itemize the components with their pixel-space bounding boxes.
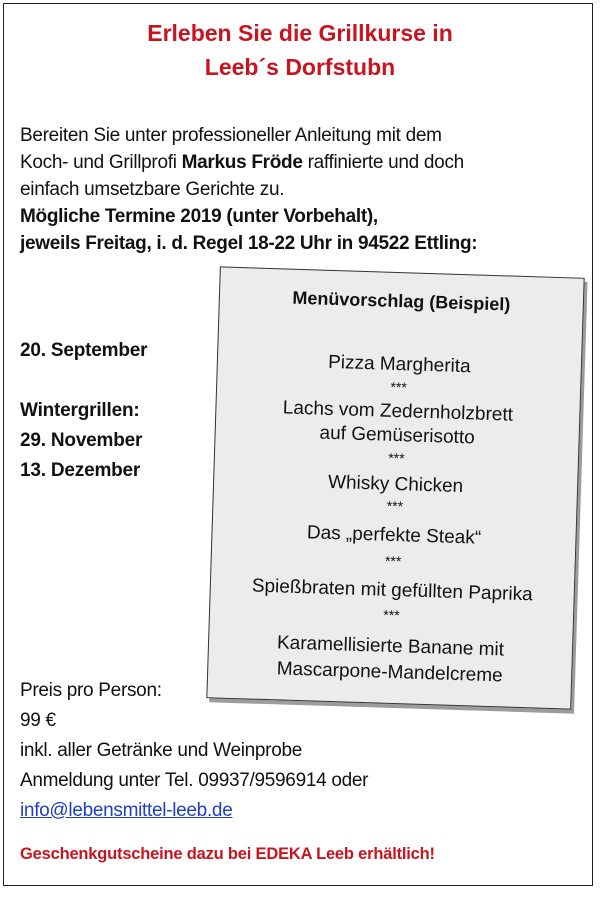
menu-item-salmon-line1: Lachs vom Zedernholzbrett (282, 397, 514, 426)
date-december: 13. Dezember (20, 460, 141, 481)
gift-voucher-note: Geschenkgutscheine dazu bei EDEKA Leeb erhältlich! (20, 845, 435, 863)
dates-subheading: jeweils Freitag, i. d. Regel 18-22 Uhr in 94522 Ettling: (20, 233, 478, 254)
menu-item-pizza: Pizza Margherita (327, 351, 471, 378)
menu-heading: Menüvorschlag (Beispiel) (292, 287, 511, 315)
intro-paragraph (20, 122, 580, 257)
menu-separator: *** (384, 552, 402, 570)
flyer-title-line2: Leeb´s Dorfstubn (204, 54, 396, 80)
menu-card (206, 266, 584, 709)
email-link[interactable]: info@lebensmittel-leeb.de (20, 800, 233, 821)
menu-item-banana-line1: Karamellisierte Banane mit (276, 632, 505, 661)
menu-item-chicken: Whisky Chicken (327, 471, 464, 498)
price-amount: 99 € (20, 710, 56, 731)
intro-line2-after: raffinierte und doch (302, 152, 464, 173)
chef-name: Markus Fröde (181, 152, 303, 173)
date-november: 29. November (20, 430, 143, 451)
menu-item-steak: Das „perfekte Steak“ (306, 522, 482, 549)
price-includes: inkl. aller Getränke und Weinprobe (20, 740, 302, 761)
intro-line3: einfach umsetzbare Gerichte zu. (20, 179, 285, 200)
menu-separator: *** (383, 606, 400, 624)
flyer-title-line1: Erleben Sie die Grillkurse in (147, 20, 453, 46)
intro-line2-before: Koch- und Grillprofi (20, 152, 182, 173)
menu-item-salmon-line2: auf Gemüserisotto (319, 422, 476, 449)
intro-line1: Bereiten Sie unter professioneller Anleitung mit dem (20, 125, 442, 146)
price-label: Preis pro Person: (20, 680, 162, 701)
menu-item-banana-line2: Mascarpone-Mandelcreme (276, 658, 503, 687)
dates-heading: Mögliche Termine 2019 (unter Vorbehalt), (20, 206, 378, 227)
price-block (20, 676, 368, 826)
date-september: 20. September (20, 340, 148, 361)
registration-phone: Anmeldung unter Tel. 09937/9596914 oder (20, 770, 369, 791)
menu-item-skewer: Spießbraten mit gefüllten Paprika (251, 575, 534, 606)
menu-separator: *** (390, 378, 408, 396)
winter-grill-label: Wintergrillen: (20, 400, 140, 421)
intro-line2 (20, 149, 580, 176)
menu-separator: *** (386, 497, 404, 515)
menu-separator: *** (388, 449, 405, 467)
